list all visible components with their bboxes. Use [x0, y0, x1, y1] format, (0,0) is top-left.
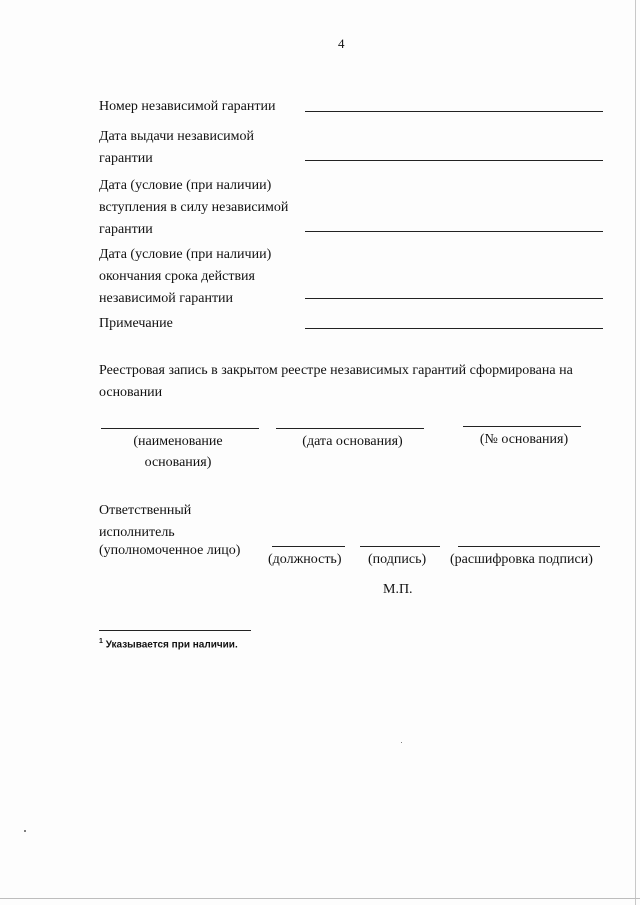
basis-date-line[interactable]	[276, 428, 424, 429]
responsible-label-2: исполнитель	[99, 525, 175, 540]
page-edge	[0, 898, 640, 899]
scan-speck	[401, 742, 402, 743]
field-label-note: Примечание	[99, 316, 173, 331]
responsible-label-3: (уполномоченное лицо)	[99, 543, 241, 558]
footnote-rule	[99, 630, 251, 631]
field-label-effective-date: Дата (условие (при наличии) вступления в силу независимой гарантии	[99, 178, 289, 237]
page-edge	[635, 0, 636, 905]
signature-caption: (подпись)	[368, 552, 427, 567]
scan-speck	[24, 830, 26, 832]
field-line-guarantee-number[interactable]	[305, 111, 603, 112]
position-caption: (должность)	[268, 552, 342, 567]
signature-decoding-caption: (расшифровка подписи)	[450, 552, 593, 567]
basis-name-line[interactable]	[101, 428, 259, 429]
seal-mark: М.П.	[383, 582, 413, 597]
field-line-note[interactable]	[305, 328, 603, 329]
basis-date-caption: (дата основания)	[302, 434, 403, 449]
page-number: 4	[338, 36, 345, 51]
signature-decoding-line[interactable]	[458, 546, 600, 547]
responsible-label-1: Ответственный	[99, 503, 192, 518]
footnote-marker: 1	[99, 638, 103, 645]
field-label-guarantee-number: Номер независимой гарантии	[99, 99, 276, 114]
field-label-issue-date: Дата выдачи независимой гарантии	[99, 129, 255, 166]
footnote	[99, 638, 238, 650]
basis-number-caption: (№ основания)	[479, 432, 569, 447]
basis-name-caption: (наименование основания)	[133, 434, 223, 470]
signature-line[interactable]	[360, 546, 440, 547]
field-line-effective-date[interactable]	[305, 231, 603, 232]
registry-statement: Реестровая запись в закрытом реестре независимых гарантий сформирована на основании	[99, 363, 573, 400]
field-line-expiry-date[interactable]	[305, 298, 603, 299]
field-label-expiry-date: Дата (условие (при наличии) окончания срока действия независимой гарантии	[99, 247, 272, 306]
footnote-text: Указывается при наличии.	[105, 639, 238, 651]
basis-number-line[interactable]	[463, 426, 581, 427]
position-line[interactable]	[272, 546, 345, 547]
field-line-issue-date[interactable]	[305, 160, 603, 161]
